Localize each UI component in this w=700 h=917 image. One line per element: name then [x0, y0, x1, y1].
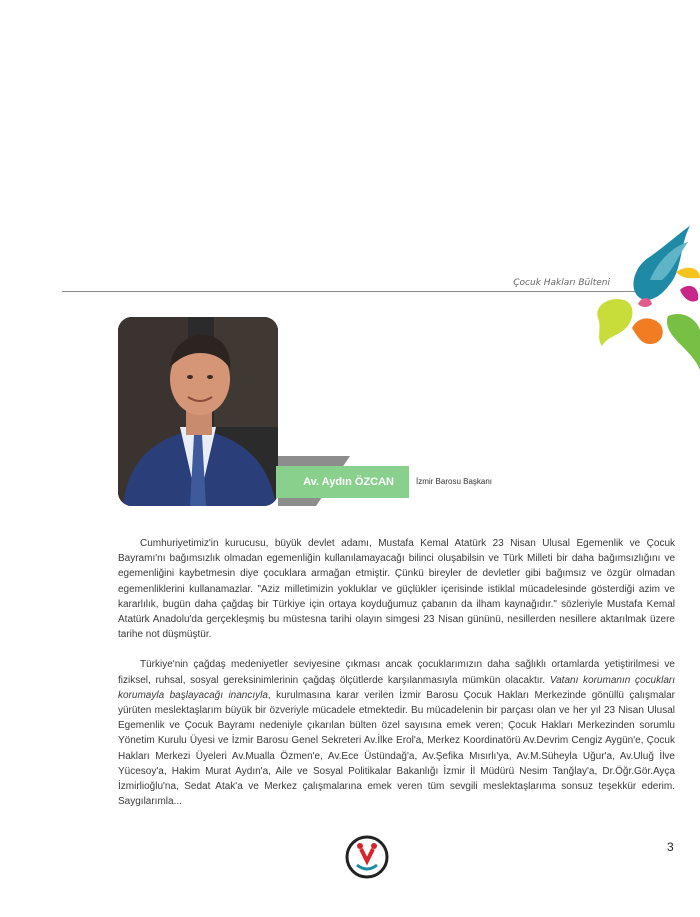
paragraph-2-end: , kurulmasına karar verilen İzmir Barosu Çocuk Hakları Merkezinde gönüllü çalışmalar yürüten meslektaşlarım büyük bir özveriyle mücadele etmektedir. Bu mücadelenin bir parçası olan ve her yıl 23 Nisan Ulusal Egemenlik ve Çocuk Bayramı nedeniyle çıkarılan bülten özel sayısına emek veren; Çocuk Hakları Merkezinden sorumlu Yönetim Kurulu Üyesi ve İzmir Barosu Genel Sekreteri Av.İlke Erol'a, Merkez Koordinatörü Av.Devrim Cengiz Aygün'e, Çocuk Hakları Merkezi Üyeleri Av.Mualla Özmen'e, Av.Ece Üstündağ'a, Av.Şefika Mısırlı'ya, Av.M.Süheyla Uğur'a, Av.Uluğ İlve Yücesoy'a, Hakim Murat Aydın'a, Aile ve Sosyal Politikalar Bakanlığı İzmir İl Müdürü Nesim Tanğlay'a, Dr.Öğr.Gör.Ayça İzmirlioğlu'na, Sedat Atak'a ve Merkez çalışmalarına emek veren tüm sevgili meslektaşlarıma sonsuz teşekkür ederim. Saygılarımla... [118, 689, 675, 808]
magenta-swirl [680, 286, 698, 302]
article-body [118, 536, 675, 824]
orange-swirl [632, 318, 663, 344]
person-role: İzmir Barosu Başkanı [416, 477, 493, 486]
childrens-rights-logo [343, 835, 391, 879]
portrait-photo [118, 317, 278, 506]
lime-swirl [597, 299, 632, 346]
person-name: Av. Aydın ÖZCAN [303, 476, 394, 488]
green-swirl [667, 314, 700, 370]
header-title: Çocuk Hakları Bülteni [513, 278, 610, 288]
decorative-swirls [588, 220, 700, 390]
paragraph-2 [118, 657, 675, 809]
page-number: 3 [667, 840, 674, 854]
header-rule [62, 291, 642, 292]
name-badge [276, 466, 409, 498]
paragraph-1: Cumhuriyetimiz'in kurucusu, büyük devlet adamı, Mustafa Kemal Atatürk 23 Nisan Ulusal Egemenlik ve Çocuk Bayramı'nı bağımsızlık olmadan egemenliğin kullanılamayacağı bilinci oluşabilsin ve Türk Milleti bir daha bağımsızlığını ve egemenliğini kaybetmesin diye çocuklara armağan etmiştir. Çünkü bireyler de devletler gibi bağımsız ve özgür olmadan egemenliklerini kullanamazlar. "Aziz milletimizin yokluklar ve güçlükler içerisinde istiklal mücadelesinde gösterdiği azim ve kararlılık, bugün daha çağdaş bir Türkiye için ortaya koyduğumuz çabanın da ilham kaynağıdır." sözleriyle Mustafa Kemal Atatürk Anadolu'da gerçekleşmiş bu müstesna tarihi olayın simgesi 23 Nisan gününü, nesillerden nesillere aktarılmak üzere tarihe not düşmüştür. [118, 538, 675, 641]
yellow-swirl [676, 268, 700, 278]
paragraph-2-emphasis: Vatanı korumanın çocukları korumayla başlayacağı inancıyla [118, 674, 675, 701]
paragraph-2-start: Türkiye'nin çağdaş medeniyetler seviyesine çıkması ancak çocuklarımızın daha sağlıklı ortamlarda yetiştirilmesi ve fiziksel, ruhsal, sosyal gereksinimlerinin çağdaş ölçütlerde karşılanmasıyla mümkün olacaktır. [118, 659, 675, 686]
